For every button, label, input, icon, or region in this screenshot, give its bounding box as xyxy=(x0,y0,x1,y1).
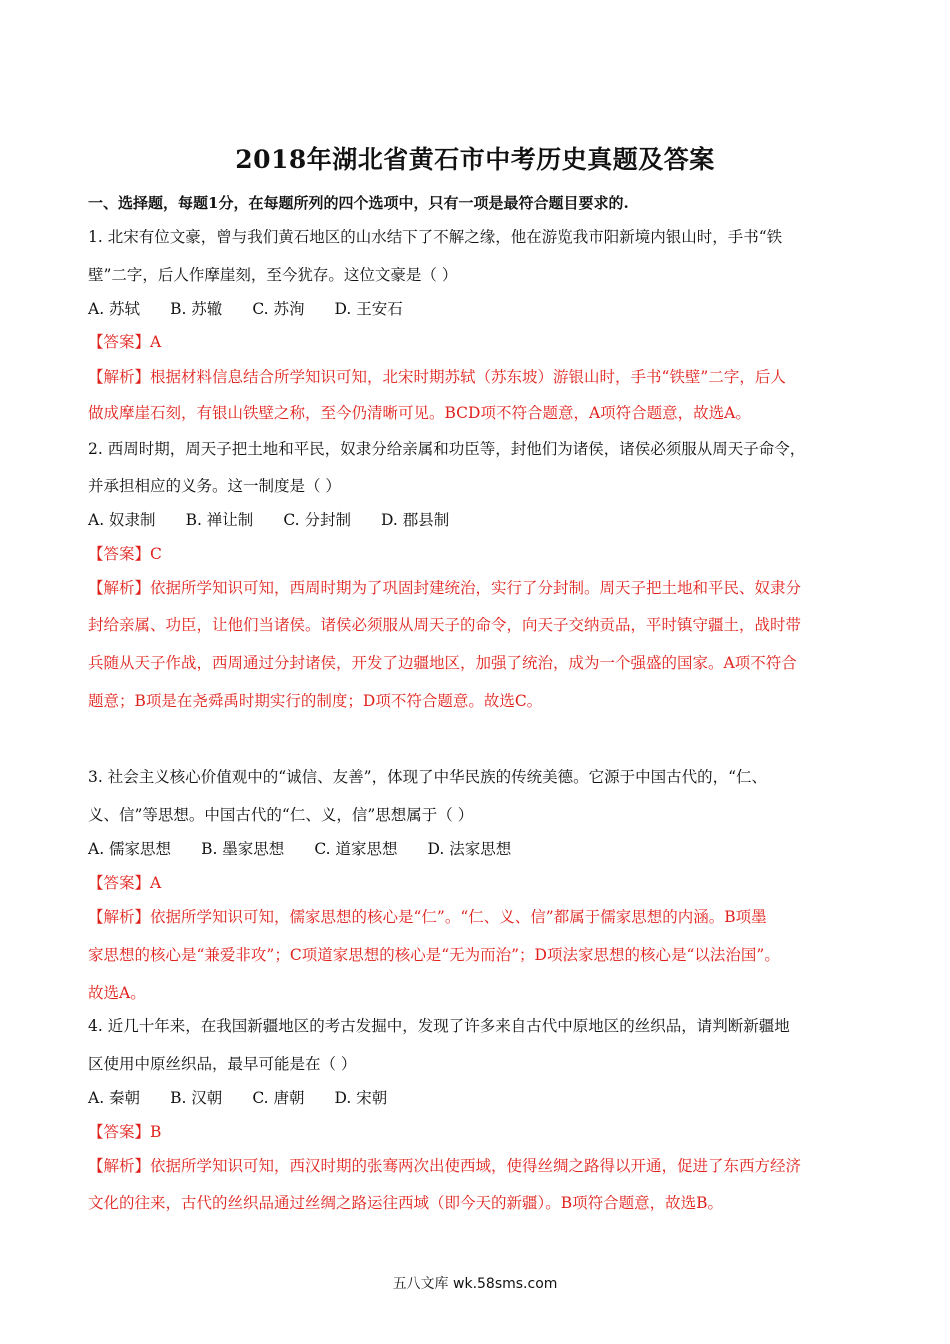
q4-option-c: C. 唐朝 xyxy=(252,1089,305,1107)
q1-analysis-line-2: 做成摩崖石刻，有银山铁壁之称，至今仍清晰可见。BCD项不符合题意，A项符合题意，故选A。 xyxy=(88,404,751,422)
q2-stem-line-2: 并承担相应的义务。这一制度是（ ） xyxy=(88,477,341,495)
q3-option-a: A. 儒家思想 xyxy=(88,840,172,858)
q1-option-c: C. 苏洵 xyxy=(252,300,305,318)
q2-analysis-line-3: 兵随从天子作战，西周通过分封诸侯，开发了边疆地区，加强了统治，成为一个强盛的国家。A项不符合 xyxy=(88,654,797,672)
q3-option-c: C. 道家思想 xyxy=(314,840,398,858)
q3-analysis-line-2: 家思想的核心是“兼爱非攻”；C项道家思想的核心是“无为而治”；D项法家思想的核心是“以法治国”。 xyxy=(88,946,780,964)
q4-options xyxy=(88,1087,417,1109)
q4-stem-line-2: 区使用中原丝织品，最早可能是在（ ） xyxy=(88,1055,357,1073)
q4-option-b: B. 汉朝 xyxy=(170,1089,223,1107)
q2-analysis-line-2: 封给亲属、功臣，让他们当诸侯。诸侯必须服从周天子的命令，向天子交纳贡品，平时镇守疆土，战时带 xyxy=(88,616,802,634)
q2-option-c: C. 分封制 xyxy=(283,511,351,529)
q1-answer: 【答案】A xyxy=(88,333,162,351)
q3-stem-line-1: 3. 社会主义核心价值观中的“诚信、友善”，体现了中华民族的传统美德。它源于中国古代的，“仁、 xyxy=(88,768,767,786)
q2-analysis-line-4: 题意；B项是在尧舜禹时期实行的制度；D项不符合题意。故选C。 xyxy=(88,692,543,710)
q1-stem-line-1: 1. 北宋有位文豪，曾与我们黄石地区的山水结下了不解之缘，他在游览我市阳新境内银山时，手书“铁 xyxy=(88,228,783,246)
q2-option-a: A. 奴隶制 xyxy=(88,511,156,529)
q4-stem-line-1: 4. 近几十年来，在我国新疆地区的考古发掘中，发现了许多来自古代中原地区的丝织品，请判断新疆地 xyxy=(88,1017,790,1035)
q3-options xyxy=(88,838,541,860)
q4-option-d: D. 宋朝 xyxy=(334,1089,388,1107)
q4-analysis-line-1: 【解析】依据所学知识可知，西汉时期的张骞两次出使西域，使得丝绸之路得以开通，促进了东西方经济 xyxy=(88,1157,802,1175)
q3-option-b: B. 墨家思想 xyxy=(201,840,285,858)
q1-stem-line-2: 壁”二字，后人作摩崖刻，至今犹存。这位文豪是（ ） xyxy=(88,266,458,284)
q2-option-b: B. 禅让制 xyxy=(185,511,254,529)
q3-analysis-line-3: 故选A。 xyxy=(88,984,146,1002)
page-title: 2018年湖北省黄石市中考历史真题及答案 xyxy=(235,145,715,174)
q2-analysis-line-1: 【解析】依据所学知识可知，西周时期为了巩固封建统治，实行了分封制。周天子把土地和平民、奴隶分 xyxy=(88,579,802,597)
q2-option-d: D. 郡县制 xyxy=(380,511,450,529)
q3-stem-line-2: 义、信”等思想。中国古代的“仁、义，信”思想属于（ ） xyxy=(88,806,474,824)
q2-answer: 【答案】C xyxy=(88,545,162,563)
q2-options xyxy=(88,509,479,531)
q2-stem-line-1: 2. 西周时期，周天子把土地和平民，奴隶分给亲属和功臣等，封他们为诸侯，诸侯必须服从周天子命令， xyxy=(88,440,806,458)
q1-options xyxy=(88,298,433,320)
section-heading: 一、选择题，每题1分，在每题所列的四个选项中，只有一项是最符合题目要求的. xyxy=(88,194,629,212)
q4-option-a: A. 秦朝 xyxy=(88,1089,141,1107)
q1-option-a: A. 苏轼 xyxy=(88,300,141,318)
q1-analysis-line-1: 【解析】根据材料信息结合所学知识可知，北宋时期苏轼（苏东坡）游银山时，手书“铁壁”二字，后人 xyxy=(88,368,786,386)
q4-analysis-line-2: 文化的往来，古代的丝织品通过丝绸之路运往西域（即今天的新疆）。B项符合题意，故选B。 xyxy=(88,1194,724,1212)
q1-option-b: B. 苏辙 xyxy=(170,300,223,318)
q3-option-d: D. 法家思想 xyxy=(427,840,512,858)
q3-analysis-line-1: 【解析】依据所学知识可知，儒家思想的核心是“仁”。“仁、义、信”都属于儒家思想的内涵。B项墨 xyxy=(88,908,767,926)
footer-watermark: 五八文库 wk.58sms.com xyxy=(392,1276,558,1292)
q4-answer: 【答案】B xyxy=(88,1123,162,1141)
q3-answer: 【答案】A xyxy=(88,874,162,892)
q1-option-d: D. 王安石 xyxy=(334,300,403,318)
